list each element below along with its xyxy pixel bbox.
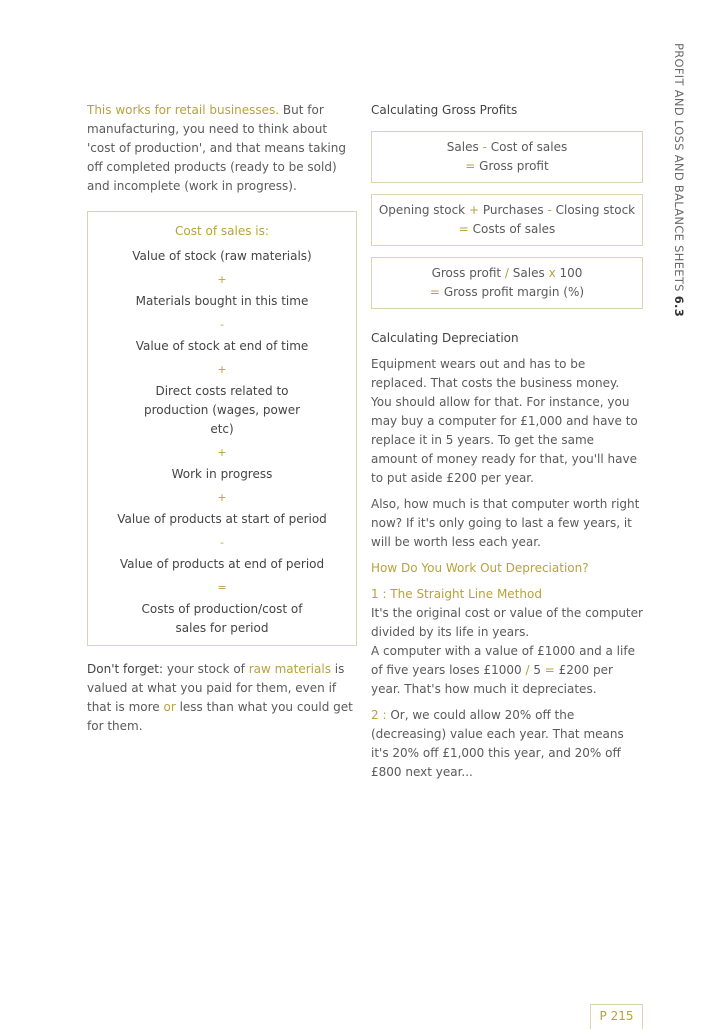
cost-operator: + — [217, 490, 227, 504]
section-sidebar-title — [672, 43, 686, 317]
right-column — [371, 101, 643, 782]
cost-of-sales-list — [88, 247, 356, 638]
dont-forget-text-3: less than what you could get for them. — [87, 700, 353, 733]
or-text: or — [163, 700, 176, 714]
dont-forget-text-2: is valued at what you paid for them, even if that is more — [87, 662, 345, 714]
formula3-divide: / — [504, 266, 509, 280]
how-depreciation-heading: How Do You Work Out Depreciation? — [371, 561, 589, 575]
formula2-costs-of-sales: Costs of sales — [472, 222, 556, 236]
method-1-label: 1 : The Straight Line Method — [371, 587, 542, 601]
dont-forget-paragraph — [87, 660, 359, 736]
sidebar-title: PROFIT AND LOSS AND BALANCE SHEETS — [672, 43, 686, 292]
cost-operator: + — [217, 362, 227, 376]
sidebar-section-number: 6.3 — [672, 295, 686, 318]
intro-paragraph — [87, 101, 359, 196]
formula1-cost-of-sales: Cost of sales — [490, 140, 568, 154]
cost-item: Materials bought in this time — [135, 294, 309, 308]
formula1-minus: - — [482, 140, 487, 154]
left-column — [87, 101, 359, 736]
method-2-number: 2 : — [371, 708, 387, 722]
method-2-text: Or, we could allow 20% off the (decreasing) value each year. That means it's 20% off £1,000 this year, and 20% off £800 next year... — [371, 708, 624, 779]
depreciation-heading: Calculating Depreciation — [371, 331, 519, 345]
method-1-example-a: A computer with a value of £1000 and a life of five years loses £1000 — [371, 644, 635, 677]
formula1-equals: = — [465, 159, 476, 173]
method-1-slash: / — [525, 663, 530, 677]
formula3-times: x — [548, 266, 556, 280]
dont-forget-label: Don't forget: — [87, 662, 164, 676]
raw-materials-text: raw materials — [248, 662, 331, 676]
cost-operator: = — [217, 580, 227, 594]
formula-gross-profit-margin — [371, 257, 643, 309]
formula-gross-profit — [371, 131, 643, 183]
formula2-equals: = — [458, 222, 469, 236]
page-number — [590, 1004, 643, 1029]
intro-text: But for manufacturing, you need to think about 'cost of production', and that means taking off completed products (ready to be sold) and incomplete (work in progress). — [87, 103, 346, 193]
formula3-sales: Sales — [512, 266, 545, 280]
method-2-paragraph — [371, 706, 643, 782]
cost-item: Costs of production/cost of sales for period — [141, 602, 303, 635]
cost-item: Direct costs related to production (wages, power etc) — [143, 384, 301, 436]
cost-operator: - — [220, 535, 224, 549]
cost-item: Value of products at end of period — [119, 557, 325, 571]
depreciation-paragraph-1: Equipment wears out and has to be replaced. That costs the business money. You should allow for that. For instance, you may buy a computer for £1,000 and have to replace it in 5 years. To get the same amount of money ready for that, you'll have to put aside £200 per year. — [371, 357, 638, 485]
formula2-purchases: Purchases — [482, 203, 544, 217]
formula1-sales: Sales — [446, 140, 479, 154]
method-1-example-c: £200 per year. That's how much it depreciates. — [371, 663, 613, 696]
intro-accent: This works for retail businesses. — [87, 103, 280, 117]
formula3-gross-profit: Gross profit — [431, 266, 502, 280]
formula3-hundred: 100 — [559, 266, 583, 280]
formula1-gross-profit: Gross profit — [479, 159, 549, 173]
cost-operator: + — [217, 445, 227, 459]
page-number-text: P 215 — [599, 1009, 634, 1023]
formula3-equals: = — [429, 285, 440, 299]
method-1-equals: = — [544, 663, 555, 677]
cost-item: Value of stock at end of time — [135, 339, 309, 353]
formula2-plus: + — [468, 203, 480, 217]
formula3-margin: Gross profit margin (%) — [443, 285, 585, 299]
cost-item: Value of stock (raw materials) — [132, 249, 312, 263]
cost-item: Work in progress — [171, 467, 273, 481]
formula2-closing-stock: Closing stock — [555, 203, 636, 217]
formula2-minus: - — [547, 203, 552, 217]
dont-forget-text-1: your stock of — [163, 662, 249, 676]
formula-costs-of-sales — [371, 194, 643, 246]
method-1-paragraph — [371, 585, 643, 699]
cost-operator: - — [220, 317, 224, 331]
gross-profits-heading: Calculating Gross Profits — [371, 103, 518, 117]
method-1-text: It's the original cost or value of the computer divided by its life in years. — [371, 606, 643, 639]
depreciation-paragraph-2: Also, how much is that computer worth right now? If it's only going to last a few years, it will be worth less each year. — [371, 497, 640, 549]
cost-of-sales-box — [87, 211, 357, 646]
cost-item: Value of products at start of period — [117, 512, 327, 526]
method-1-example-b: 5 — [529, 663, 545, 677]
cost-operator: + — [217, 272, 227, 286]
cost-of-sales-title: Cost of sales is: — [175, 224, 269, 238]
formula2-opening-stock: Opening stock — [378, 203, 466, 217]
